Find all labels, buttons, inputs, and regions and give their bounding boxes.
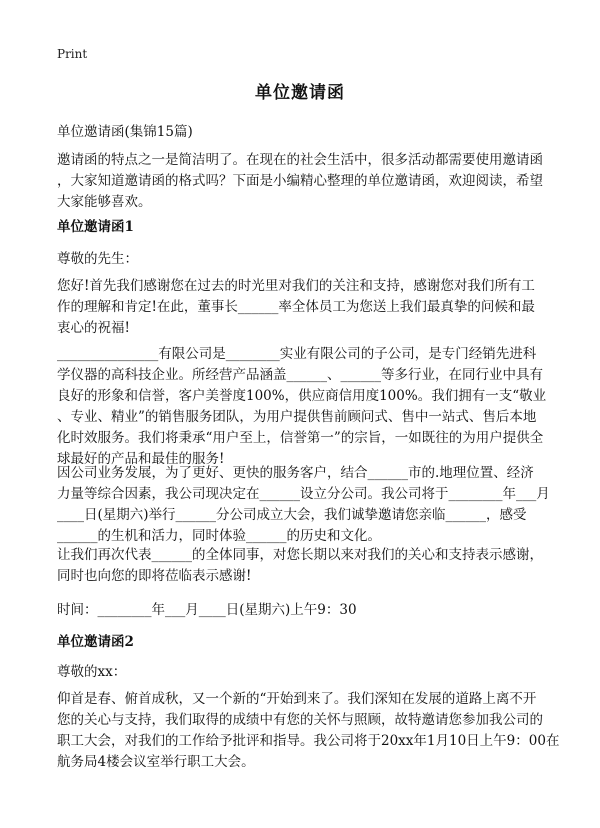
intro-paragraph <box>57 150 549 213</box>
text-line: 邀请函的特点之一是简洁明了。在现在的社会生活中，很多活动都需要使用邀请函 <box>57 152 543 168</box>
text-line: 大家能够喜欢。 <box>57 194 152 210</box>
text-line: 因公司业务发展，为了更好、更快的服务客户，结合______市的.地理位置、经济 <box>57 465 534 481</box>
text-line: 您好!首先我们感谢您在过去的时光里对我们的关注和支持，感谢您对我们所有工 <box>57 278 535 294</box>
text-line: ______的生机和活力，同时体验______的历史和文化。 <box>57 528 381 544</box>
section-1-paragraph-3 <box>57 463 549 547</box>
section-2-salutation: 尊敬的xx： <box>57 664 127 680</box>
section-1-paragraph-2 <box>57 344 549 470</box>
text-line: 衷心的祝福! <box>57 320 130 336</box>
section-1-paragraph-1 <box>57 276 549 339</box>
text-line: 职工大会，对我们的工作给予批评和指导。我公司将于20xx年1月10日上午9：00在 <box>57 733 560 749</box>
section-1-paragraph-4 <box>57 545 549 587</box>
text-line: 、专业、精业”的销售服务团队，为用户提供售前顾问式、售中一站式、售后本地 <box>57 409 537 425</box>
text-line: ，大家知道邀请函的格式吗？下面是小编精心整理的单位邀请函，欢迎阅读，希望 <box>57 173 543 189</box>
text-line: 您的关心与支持，我们取得的成绩中有您的关怀与照顾，故特邀请您参加我公司的 <box>57 712 543 728</box>
time-line: 时间：________年___月____日(星期六)上午9：30 <box>57 602 357 618</box>
text-line: 仰首是春、俯首成秋，又一个新的“开始到来了。我们深知在发展的道路上离不开 <box>57 691 537 707</box>
text-line: 航务局4楼会议室举行职工大会。 <box>57 754 255 770</box>
text-line: 力量等综合因素，我公司现决定在______设立分公司。我公司将于________年___月 <box>57 486 550 502</box>
section-2-heading: 单位邀请函2 <box>57 634 134 650</box>
section-1-salutation: 尊敬的先生： <box>57 251 138 267</box>
text-line: _______________有限公司是________实业有限公司的子公司，是专门经销先进科 <box>57 346 537 362</box>
text-line: 同时也向您的即将莅临表示感谢! <box>57 568 252 584</box>
text-line: 让我们再次代表______的全体同事，对您长期以来对我们的关心和支持表示感谢， <box>57 547 543 563</box>
text-line: 化时效服务。我们将秉承“用户至上，信誉第一”的宗旨，一如既往的为用户提供全 <box>57 430 544 446</box>
text-line: 作的理解和肯定!在此，董事长______率全体员工为您送上我们最真挚的问候和最 <box>57 299 535 315</box>
page-title: 单位邀请函 <box>255 83 345 103</box>
print-label[interactable]: Print <box>57 47 88 61</box>
section-2-paragraph-1 <box>57 689 560 773</box>
text-line: 学仪器的高科技企业。所经营产品涵盖______、______等多行业，在同行业中具有 <box>57 367 543 383</box>
text-line: 球最好的产品和最佳的服务! <box>57 451 225 467</box>
document-subtitle: 单位邀请函(集锦15篇) <box>57 124 193 140</box>
section-1-heading: 单位邀请函1 <box>57 219 134 235</box>
text-line: ____日(星期六)举行______分公司成立大会，我们诚挚邀请您亲临______，感受 <box>57 507 527 523</box>
text-line: 良好的形象和信誉，客户美誉度100%，供应商信用度100%。我们拥有一支“敬业 <box>57 388 547 404</box>
